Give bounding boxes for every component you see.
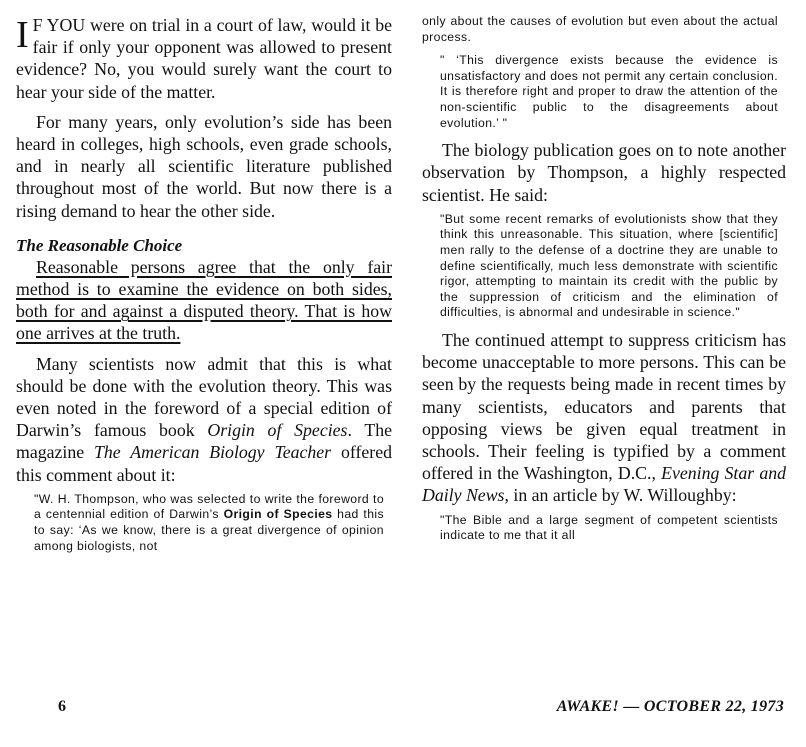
para6-text-b: , in an article by W. Willoughby:	[504, 485, 737, 506]
quote-willoughby: "The Bible and a large segment of competent scientists indicate to me that it all	[440, 512, 778, 543]
right-column	[422, 14, 786, 552]
para4-text-c: offered this comment about it:	[16, 442, 392, 485]
section-heading: The Reasonable Choice	[16, 235, 183, 255]
book-title: Origin of Species	[207, 420, 348, 441]
drop-cap: I	[16, 14, 29, 56]
quote-thompson-divergence: " ‘This divergence exists because the evidence is unsatisfactory and does not permit any certain conclusion. It is therefore right and proper to draw the attention of the non-scientific public to the disagreements about evolution.’ "	[440, 53, 778, 130]
paragraph-suppress-criticism	[422, 329, 786, 507]
para4-text-b: . The magazine	[16, 420, 392, 463]
quote-thompson-remarks: "But some recent remarks of evolutionists show that they think this unreasonable. This situation, where [scientific] men rally to the defense of a doctrine they are unable to define scientifically, much less demonstrate with scientific rigor, attempting to maintain its credit with the public by the suppression of criticism and the elimination of difficulties, is abnormal and undesirable in science."	[440, 211, 778, 320]
quote1-text-b: had this to say: ‘As we know, there is a great divergence of opinion among biologists, not	[34, 507, 384, 553]
paragraph-scientists-admit	[16, 353, 392, 486]
paragraph-biology-publication: The biology publication goes on to note another observation by Thompson, a highly respected scientist. He said:	[422, 140, 786, 205]
left-column	[16, 14, 392, 562]
quote1-text-a: "W. H. Thompson, who was selected to write the foreword to a centennial edition of Darwin’s	[34, 491, 384, 522]
paragraph-reasonable-persons: Reasonable persons agree that the only fair method is to examine the evidence on both sides, both for and against a disputed theory. That is how one arrives at the truth.	[16, 256, 392, 344]
para6-text-a: The continued attempt to suppress criticism has become unacceptable to more persons. This can be seen by the requests being made in recent times by many scientists, educators and parents that opposing views be given equal treatment in schools. Their feeling is typified by a comment offered in the Washington, D.C.,	[422, 329, 786, 484]
quote-thompson-start	[16, 492, 392, 554]
intro-text: F YOU were on trial in a court of law, would it be fair if only your opponent was allowed to present evidence? No, you would surely want the court to hear your side of the matter.	[16, 15, 392, 102]
intro-paragraph	[16, 14, 392, 103]
newspaper-title: Evening Star and Daily News	[422, 463, 787, 506]
page-number: 6	[58, 698, 66, 715]
para4-text-a: Many scientists now admit that this is what should be done with the evolution theory. This was even noted in the foreword of a special edition of Darwin’s famous book	[16, 353, 392, 441]
magazine-date: AWAKE! — OCTOBER 22, 1973	[556, 698, 784, 715]
quote-thompson-continued: only about the causes of evolution but even about the actual process.	[422, 14, 778, 44]
paragraph-evolution-side: For many years, only evolution’s side has been heard in colleges, high schools, even grade schools, and in nearly all scientific literature published throughout most of the world. But now there is a rising demand to hear the other side.	[16, 111, 392, 221]
quote1-book-title: Origin of Species	[223, 507, 333, 522]
magazine-title: The American Biology Teacher	[94, 442, 332, 463]
